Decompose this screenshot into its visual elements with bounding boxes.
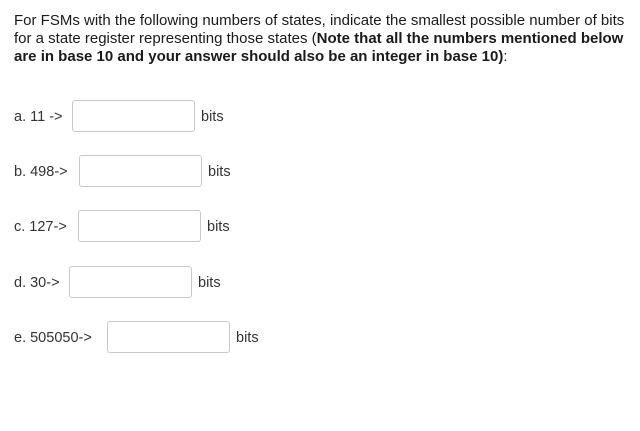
answer-label-b: b. 498->: [14, 164, 68, 180]
unit-label-e: bits: [236, 330, 259, 346]
answer-label-a: a. 11 ->: [14, 109, 63, 125]
answer-input-e[interactable]: [107, 321, 230, 353]
question-end: :: [503, 48, 508, 65]
unit-label-b: bits: [208, 164, 231, 180]
answer-input-a[interactable]: [72, 100, 195, 132]
unit-label-a: bits: [201, 109, 224, 125]
question-intro: For FSMs with the following numbers of states, indicate the smallest possible number of bits for a state register representing those states (: [14, 12, 625, 47]
answer-input-b[interactable]: [79, 155, 202, 187]
answer-input-d[interactable]: [69, 266, 192, 298]
answer-label-e: e. 505050->: [14, 330, 92, 346]
answer-input-c[interactable]: [78, 210, 201, 242]
answer-label-d: d. 30->: [14, 275, 60, 291]
unit-label-d: bits: [198, 275, 221, 291]
question-text: [14, 12, 634, 66]
question-emphasis: Note that all the numbers mentioned below are in base 10 and your answer should also be an integer in base 10): [14, 30, 624, 65]
answer-label-c: c. 127->: [14, 219, 67, 235]
unit-label-c: bits: [207, 219, 230, 235]
